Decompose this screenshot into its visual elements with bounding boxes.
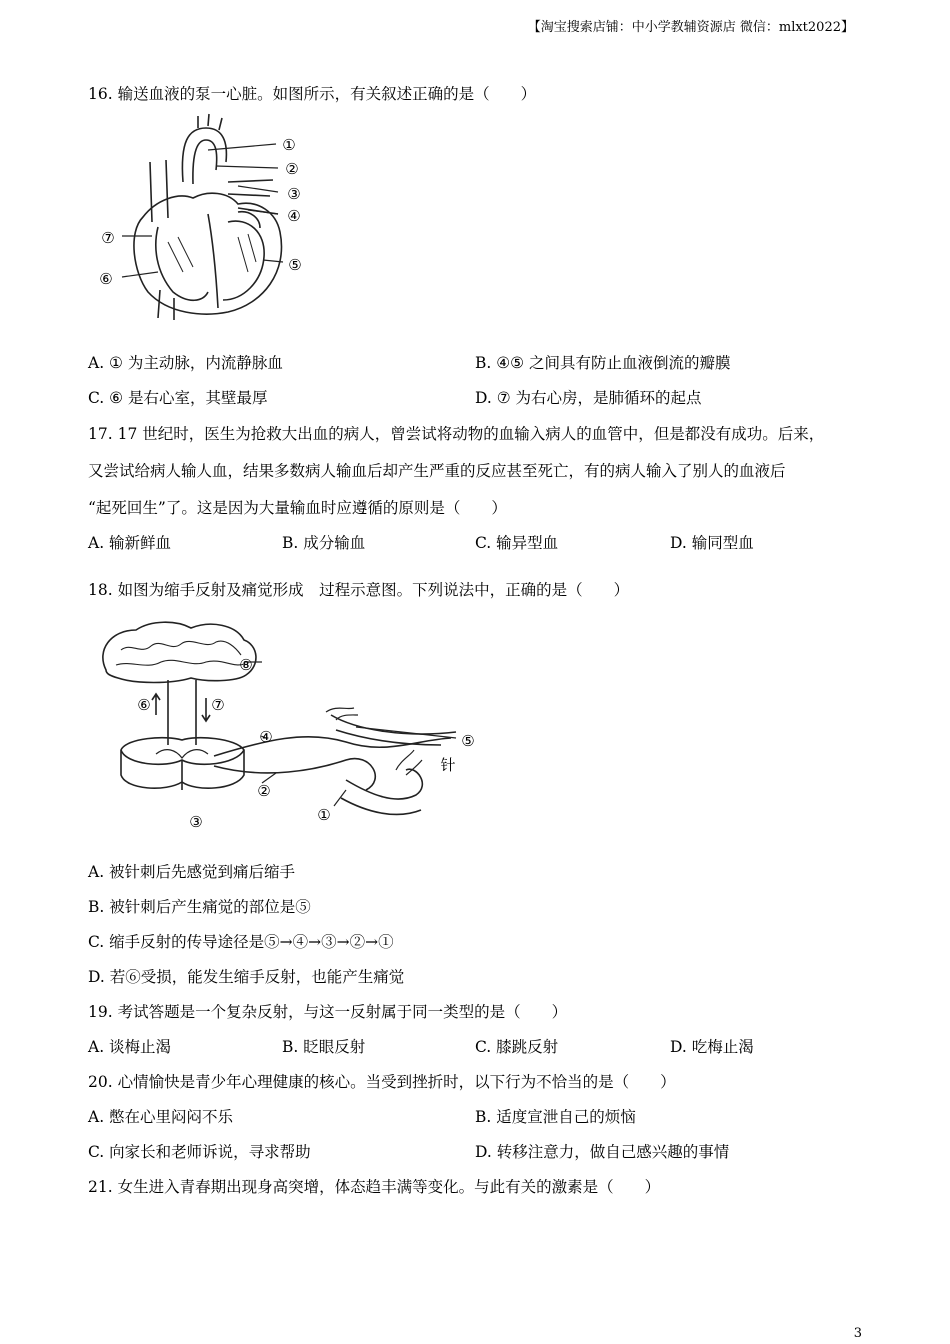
reflex-label-1: ① [317,806,331,824]
heart-label-2: ② [285,160,299,178]
heart-label-3: ③ [287,185,301,203]
q20-stem: 20. 心情愉快是青少年心理健康的核心。当受到挫折时，以下行为不恰当的是（ ） [88,1073,676,1091]
q17-option-d: D. 输同型血 [670,534,754,552]
q17-option-a: A. 输新鲜血 [88,534,172,552]
q18-stem: 18. 如图为缩手反射及痛觉形成 过程示意图。下列说法中，正确的是（ ） [88,581,630,599]
reflex-label-2: ② [257,782,271,800]
q19-option-b: B. 眨眼反射 [282,1038,366,1056]
reflex-label-6: ⑥ [137,696,151,714]
reflex-label-7: ⑦ [211,696,225,714]
q16-option-c: C. ⑥ 是右心室，其壁最厚 [88,389,268,407]
q18-option-c: C. 缩手反射的传导途径是⑤→④→③→②→① [88,933,394,951]
reflex-label-8: ⑧ [239,656,253,674]
reflex-label-4: ④ [259,728,273,746]
q21-stem: 21. 女生进入青春期出现身高突增，体态趋丰满等变化。与此有关的激素是（ ） [88,1178,661,1196]
q20-option-c: C. 向家长和老师诉说，寻求帮助 [88,1143,311,1161]
q20-option-a: A. 憋在心里闷闷不乐 [88,1108,234,1126]
q17-option-b: B. 成分输血 [282,534,366,552]
q19-option-d: D. 吃梅止渴 [670,1038,754,1056]
heart-label-6: ⑥ [99,270,113,288]
q16-option-b: B. ④⑤ 之间具有防止血液倒流的瓣膜 [475,354,731,372]
q17-stem-line2: 又尝试给病人输人血，结果多数病人输血后却产生严重的反应甚至死亡，有的病人输入了别人的血液后 [88,462,786,480]
page-header: 【淘宝搜索店铺：中小学教辅资源店 微信：mlxt2022】 [527,20,854,35]
reflex-arc-diagram [96,620,496,835]
heart-label-1: ① [282,136,296,154]
q18-option-b: B. 被针刺后产生痛觉的部位是⑤ [88,898,311,916]
q16-option-a: A. ① 为主动脉，内流静脉血 [88,354,283,372]
q20-option-d: D. 转移注意力，做自己感兴趣的事情 [475,1143,730,1161]
q19-option-c: C. 膝跳反射 [475,1038,559,1056]
reflex-label-5: ⑤ [461,732,475,750]
q18-option-d: D. 若⑥受损，能发生缩手反射，也能产生痛觉 [88,968,405,986]
q17-stem-line1: 17. 17 世纪时，医生为抢救大出血的病人，曾尝试将动物的血输入病人的血管中，但是都没有成功。后来， [88,425,825,443]
q17-option-c: C. 输异型血 [475,534,559,552]
q19-stem: 19. 考试答题是一个复杂反射，与这一反射属于同一类型的是（ ） [88,1003,568,1021]
heart-label-4: ④ [287,207,301,225]
heart-label-7: ⑦ [101,229,115,247]
q16-option-d: D. ⑦ 为右心房，是肺循环的起点 [475,389,702,407]
heart-diagram [88,122,328,322]
q18-option-a: A. 被针刺后先感觉到痛后缩手 [88,863,296,881]
q16-stem: 16. 输送血液的泵一心脏。如图所示，有关叙述正确的是（ ） [88,85,537,103]
needle-label: 针 [440,756,456,774]
q19-option-a: A. 谈梅止渴 [88,1038,172,1056]
q20-option-b: B. 适度宣泄自己的烦恼 [475,1108,636,1126]
page-number: 3 [853,1326,862,1341]
heart-label-5: ⑤ [288,256,302,274]
q17-stem-line3: “起死回生”了。这是因为大量输血时应遵循的原则是（ ） [88,499,507,517]
reflex-label-3: ③ [189,813,203,831]
